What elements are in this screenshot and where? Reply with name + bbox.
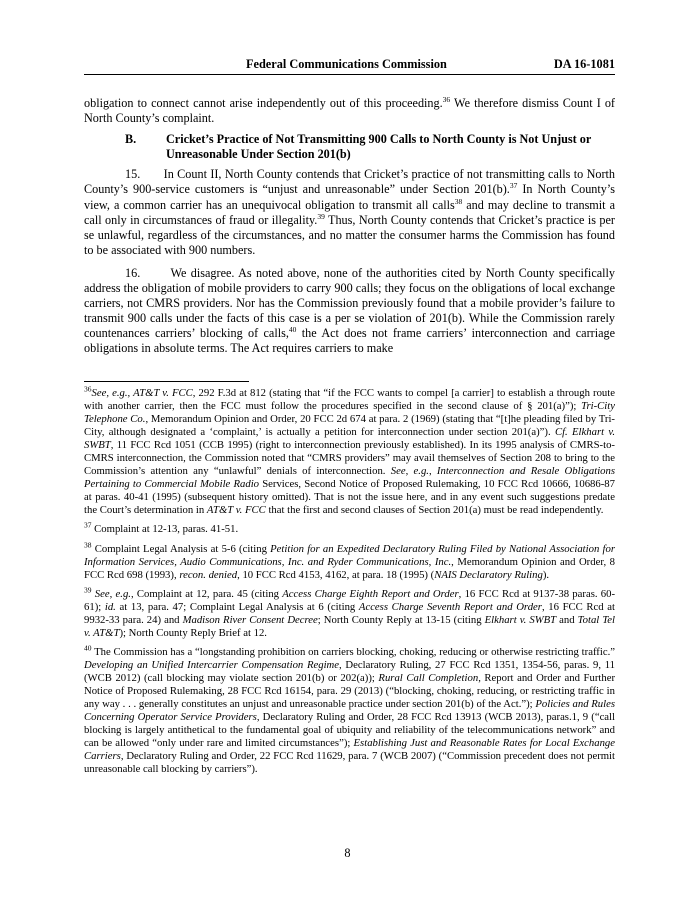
document-number: DA 16-1081 — [553, 57, 615, 71]
paragraph-number: 15. — [125, 167, 141, 182]
footnote-40: $^{40}$ The Commission has a “longstanding prohibition on carriers blocking, choking, reducing or otherwise restricting traffic.” Developing an Unified Intercarrier Compensation Regime, Declaratory Ruling, 27 FCC Rcd 1351, 1354-56, paras. 9, 11 (WCB 2012) (call blocking may violate section 201(b) or 202(a)); Rural Call Completion, Report and Order and Further Notice of Proposed Rulemaking, 28 FCC Rcd 16154, para. 29 (2013) (“blocking, choking, reducing, or restricting traffic in any way . . . generally constitutes an unjust and unreasonable practice under section 201(b) of the Act.”); Policies and Rules Concerning Operator Service Providers, Declaratory Ruling and Order, 28 FCC Rcd 13913 (WCB 2013), paras.1, 9 (“call blocking is largely antithetical to the fundamental goal of ubiquity and reliability of the telecommunications network” and can be allowed “only under rare and limited circumstances”); Establishing Just and Reasonable Rates for Local Exchange Carriers, Declaratory Ruling and Order, 22 FCC Rcd 11629, para. 7 (WCB 2007) (“Commission precedent does not permit unreasonable call blocking by carriers”). — [84, 643, 616, 776]
footnote-ref[interactable]: 40 — [288, 325, 297, 335]
section-title: Cricket’s Practice of Not Transmitting 900 Calls to North County is Not Unjust or Unreasonable Under Section 201(b) — [166, 132, 592, 162]
footnotes — [84, 384, 616, 782]
paragraph-number: 16. — [125, 265, 141, 280]
header-title: Federal Communications Commission — [246, 57, 447, 71]
footnote-38: $^{38}$ Complaint Legal Analysis at 5-6 (citing Petition for an Expedited Declaratory Ruling Filed by National Association for Information Services, Audio Communications, Inc. and Ryder Communications, Inc., Memorandum Opinion and Order, 8 FCC Rcd 698 (1993), recon. denied, 10 FCC Rcd 4153, 4162, at para. 18 (1995) (NAIS Declaratory Ruling). — [84, 539, 615, 581]
footnote-ref[interactable]: 36 — [442, 94, 451, 104]
footnote-39: $^{39}$ See, e.g., Complaint at 12, para. 45 (citing Access Charge Eighth Report and Order, 16 FCC Rcd at 9137-38 paras. 60-61); id. at 13, para. 47; Complaint Legal Analysis at 6 (citing Access Charge Seventh Report and Order, 16 FCC Rcd at 9932-33 para. 24) and Madison River Consent Decree; North County Reply at 13-15 (citing Elkhart v. SWBT and Total Tel v. AT&T); North County Reply Brief at 12. — [84, 585, 616, 639]
body-text — [84, 96, 615, 357]
section-letter: B. — [125, 132, 137, 147]
page-header — [84, 57, 615, 73]
page-number: 8 — [344, 846, 351, 860]
section-heading — [84, 132, 615, 162]
footnote-37: $^{37}$ Complaint at 12-13, paras. 41-51. — [84, 520, 239, 536]
footnote-ref[interactable]: 38 — [454, 196, 463, 206]
header-rule — [84, 74, 615, 75]
footnote-36: $^{36}$See, e.g., AT&T v. FCC, 292 F.3d at 812 (stating that “if the FCC wants to compel [a carrier] to establish a through route with another carrier, then the FCC must follow the procedures specified in the second clause of § 201(a)”); Tri-City Telephone Co., Memorandum Opinion and Order, 20 FCC 2d 674 at para. 2 (1969) (stating that “[t]he pleading filed by Tri-City, although designated a ‘complaint,’ is actually a petition for interconnection under section 201(a)”). Cf. Elkhart v. SWBT, 11 FCC Rcd 1051 (CCB 1995) (right to interconnection previously established). In its 1995 analysis of CMRS-to-CMRS interconnection, the Commission noted that “CMRS providers” may avail themselves of Section 208 to bring to the Commission’s attention any “unlawful” denials of interconnection. See, e.g., Interconnection and Resale Obligations Pertaining to Commercial Mobile Radio Services, Second Notice of Proposed Rulemaking, 10 FCC Rcd 10666, 10686-87 at paras. 40-41 (1995) (subsequent history omitted). That is not the issue here, and in any event such suggestions predate the Court’s determination in AT&T v. FCC that the first and second clauses of Section 201(a) must be read independently. — [84, 384, 616, 517]
paragraph-16: 16. We disagree. As noted above, none of the authorities cited by North County specifically address the obligation of mobile providers to carry 900 calls; they focus on the obligations of local exchange carriers, not CMRS providers. Nor has the Commission previously found that a mobile provider’s failure to transmit 900 calls under the facts of this case is a per se violation of 201(b). While the Commission rarely countenances carriers’ blocking of calls,$^{40}$ the Act does not frame carriers’ interconnection and carriage obligations in absolute terms. The Act requires carriers to make — [84, 265, 616, 356]
footnote-ref[interactable]: 39 — [317, 211, 325, 221]
footnote-separator — [84, 381, 249, 382]
continued-paragraph: obligation to connect cannot arise independently out of this proceeding.$^{36}$ We therefore dismiss Count I of North County’s complaint. — [84, 94, 615, 126]
footnote-ref[interactable]: 37 — [509, 181, 518, 191]
paragraph-15: 15. In Count II, North County contends that Cricket’s practice of not transmitting calls to North County’s 900-service customers is “unjust and unreasonable” under Section 201(b).$^{37}$ In North County’s view, a common carrier has an unequivocal obligation to transmit all calls$^{38}$ and may decline to transmit a call only in circumstances of fraud or illegality.$^{39}$ Thus, North County contends that Cricket’s practice is per se unlawful, regardless of the circumstances, and no matter the consumer harms the Commission has found to be associated with 900 numbers. — [84, 167, 615, 257]
